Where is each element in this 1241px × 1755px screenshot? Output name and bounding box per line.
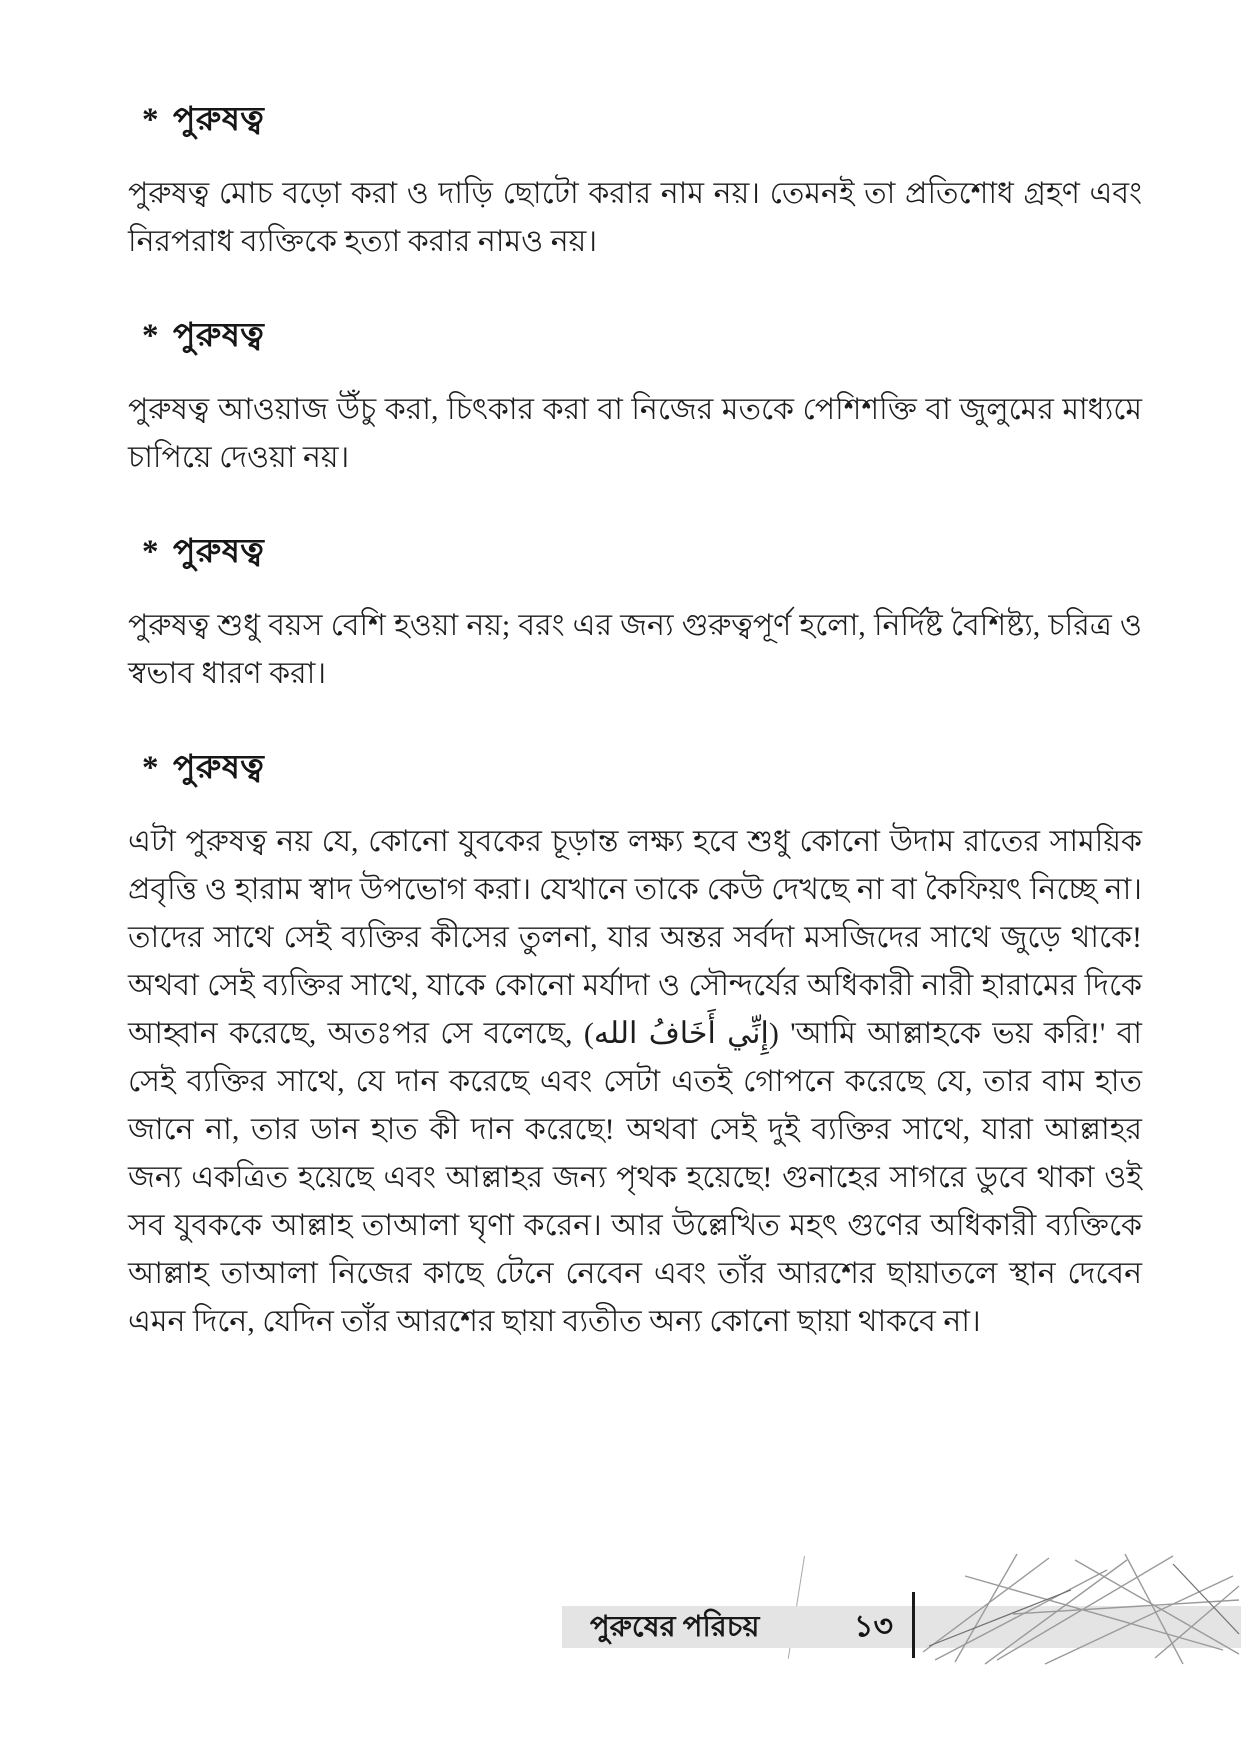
- section-body-text: এটা পুরুষত্ব নয় যে, কোনো যুবকের চূড়ান্ত লক্ষ্য হবে শুধু কোনো উদাম রাতের সাময়িক প্রবৃত্তি ও হারাম স্বাদ উপভোগ করা। যেখানে তাকে কেউ দেখছে না বা কৈফিয়ৎ নিচ্ছে না। তাদের সাথে সেই ব্যক্তির কীসের তুলনা, যার অন্তর সর্বদা মসজিদের সাথে জুড়ে থাকে! অথবা সেই ব্যক্তির সাথে, যাকে কোনো মর্যাদা ও সৌন্দর্যের অধিকারী নারী হারামের দিকে আহ্বান করেছে, অতঃপর সে বলেছে, (إِنِّي أَخَافُ الله) 'আমি আল্লাহকে ভয় করি!' বা সেই ব্যক্তির সাথে, যে দান করেছে এবং সেটা এতই গোপনে করেছে যে, তার বাম হাত জানে না, তার ডান হাত কী দান করেছে! অথবা সেই দুই ব্যক্তির সাথে, যারা আল্লাহর জন্য একত্রিত হয়েছে এবং আল্লাহর জন্য পৃথক হয়েছে! গুনাহের সাগরে ডুবে থাকা ওই সব যুবককে আল্লাহ তাআলা ঘৃণা করেন। আর উল্লেখিত মহৎ গুণের অধিকারী ব্যক্তিকে আল্লাহ তাআলা নিজের কাছে টেনে নেবেন এবং তাঁর আরশের ছায়াতলে স্থান দেবেন এমন দিনে, যেদিন তাঁর আরশের ছায়া ব্যতীত অন্য কোনো ছায়া থাকবে না।: [128, 825, 1142, 1338]
- section-heading-text: পুরুষত্ব: [173, 102, 265, 138]
- section-2: [128, 312, 1142, 482]
- section-heading: [142, 744, 1142, 792]
- section-body-text: পুরুষত্ব মোচ বড়ো করা ও দাড়ি ছোটো করার নাম নয়। তেমনই তা প্রতিশোধ গ্রহণ এবং নিরপরাধ ব্যক্তিকে হত্যা করার নামও নয়।: [128, 177, 1142, 258]
- section-heading-text: পুরুষত্ব: [173, 750, 265, 786]
- asterisk-marker: *: [142, 534, 159, 570]
- asterisk-marker: *: [142, 750, 159, 786]
- page-number: ১৩: [854, 1610, 893, 1643]
- section-heading: [142, 96, 1142, 144]
- asterisk-marker: *: [142, 318, 159, 354]
- section-heading-text: পুরুষত্ব: [173, 318, 265, 354]
- section-body-text: পুরুষত্ব আওয়াজ উঁচু করা, চিৎকার করা বা নিজের মতকে পেশিশক্তি বা জুলুমের মাধ্যমে চাপিয়ে দেওয়া নয়।: [128, 393, 1142, 474]
- decorative-lines-graphic: [921, 1550, 1241, 1668]
- section-body-text: পুরুষত্ব শুধু বয়স বেশি হওয়া নয়; বরং এর জন্য গুরুত্বপূর্ণ হলো, নির্দিষ্ট বৈশিষ্ট্য, চরিত্র ও স্বভাব ধারণ করা।: [128, 609, 1142, 690]
- page-content: [128, 96, 1142, 1392]
- section-3: [128, 528, 1142, 698]
- asterisk-marker: *: [142, 102, 159, 138]
- section-1: [128, 96, 1142, 266]
- section-heading: [142, 528, 1142, 576]
- section-heading: [142, 312, 1142, 360]
- section-4: [128, 744, 1142, 1346]
- section-heading-text: পুরুষত্ব: [173, 534, 265, 570]
- running-title: পুরুষের পরিচয়: [590, 1611, 760, 1643]
- footer-divider-bar: [912, 1592, 915, 1658]
